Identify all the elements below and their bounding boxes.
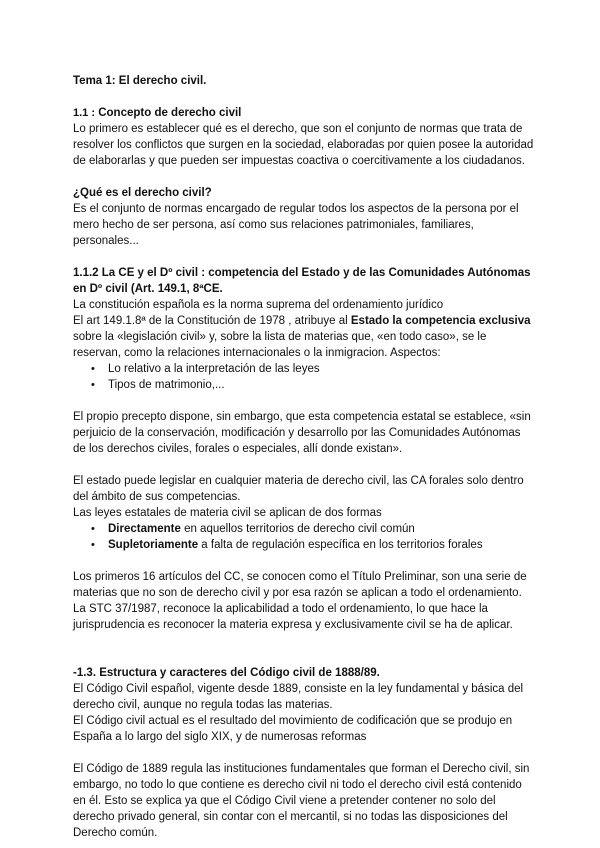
section-1-number: 1.1 :	[73, 107, 96, 119]
document-content	[73, 73, 535, 841]
section-2-body: Es el conjunto de normas encargado de regular todos los aspectos de la persona por el mero hecho de ser persona, así como sus relaciones patrimoniales, familiares, personales...	[73, 203, 519, 247]
list-item	[73, 537, 535, 553]
section-1-title: Concepto de derecho civil	[98, 107, 242, 119]
section-4-heading: -1.3. Estructura y caracteres del Código civil de 1888/89.	[73, 667, 380, 679]
section-3-paragraph-4: El estado puede legislar en cualquier materia de derecho civil, las CA forales solo dentro del ámbito de sus competencias.	[73, 475, 524, 503]
aspects-list	[73, 361, 535, 393]
section-1-body: Lo primero es establecer qué es el derecho, que son el conjunto de normas que trata de resolver los conflictos que surgen en la sociedad, elaboradas por quien posee la autoridad de elaborarlas y que pueden ser impuestas coactiva o coercitivamente a los ciudadanos.	[73, 123, 534, 167]
section-3-paragraph-3: El propio precepto dispone, sin embargo, que esta competencia estatal se establece, «sin perjuicio de la conservación, modificación y desarrollo por las Comunidades Autónomas de los derechos civiles, forales o especiales, allí donde existan».	[73, 411, 531, 455]
list-item: • Tipos de matrimonio,...	[73, 377, 535, 393]
list-item	[73, 521, 535, 537]
list-item-text: a falta de regulación específica en los territorios forales	[198, 539, 483, 551]
application-forms-list	[73, 521, 535, 553]
section-1-heading	[73, 105, 535, 121]
list-item: • Lo relativo a la interpretación de las leyes	[73, 361, 535, 377]
section-3-heading: 1.1.2 La CE y el Dº civil : competencia del Estado y de las Comunidades Autónomas en Dº civil (Art. 149.1, 8ªCE.	[73, 267, 531, 295]
paragraph-text: El art 149.1.8ª de la Constitución de 1978 , atribuye al	[73, 315, 351, 327]
paragraph-emphasis: Estado la competencia exclusiva	[350, 315, 531, 327]
paragraph-text: sobre la «legislación civil» y, sobre la lista de materias que, «en todo caso», se le reservan, como la relaciones internacionales o la inmigracion. Aspectos:	[73, 331, 487, 359]
list-item-term: Directamente	[108, 523, 181, 535]
section-4-paragraph-2: El Código civil actual es el resultado del movimiento de codificación que se produjo en España a lo largo del siglo XIX, y de numerosas reformas	[73, 715, 513, 743]
section-3-paragraph-5: Las leyes estatales de materia civil se aplican de dos formas	[73, 507, 382, 519]
section-4-paragraph-3: El Código de 1889 regula las instituciones fundamentales que forman el Derecho civil, sin embargo, no todo lo que contiene es derecho civil ni todo el derecho civil está contenido en él. Esto se explica ya que el Código Civil viene a pretender contener no solo del derecho privado general, sin contar con el mercantil, si no todas las disposiciones del Derecho común.	[73, 763, 530, 839]
section-3-paragraph-1: La constitución española es la norma suprema del ordenamiento jurídico	[73, 299, 444, 311]
section-3-paragraph-2	[73, 313, 535, 361]
section-2-heading: ¿Qué es el derecho civil?	[73, 187, 212, 199]
document-title: Tema 1: El derecho civil.	[73, 75, 207, 87]
section-3-paragraph-6: Los primeros 16 artículos del CC, se conocen como el Título Preliminar, son una serie de materias que no son de derecho civil y por esa razón se aplican a todo el ordenamiento. La STC 37/1987, reconoce la aplicabilidad a todo el ordenamiento, lo que hace la jurisprudencia es reconocer la materia expresa y exclusivamente civil se ha de aplicar.	[73, 571, 527, 631]
list-item-text: en aquellos territorios de derecho civil común	[180, 523, 415, 535]
section-4-paragraph-1: El Código Civil español, vigente desde 1889, consiste en la ley fundamental y básica del derecho civil, aunque no regula todas las materias.	[73, 683, 524, 711]
list-item-term: Supletoriamente	[108, 539, 199, 551]
